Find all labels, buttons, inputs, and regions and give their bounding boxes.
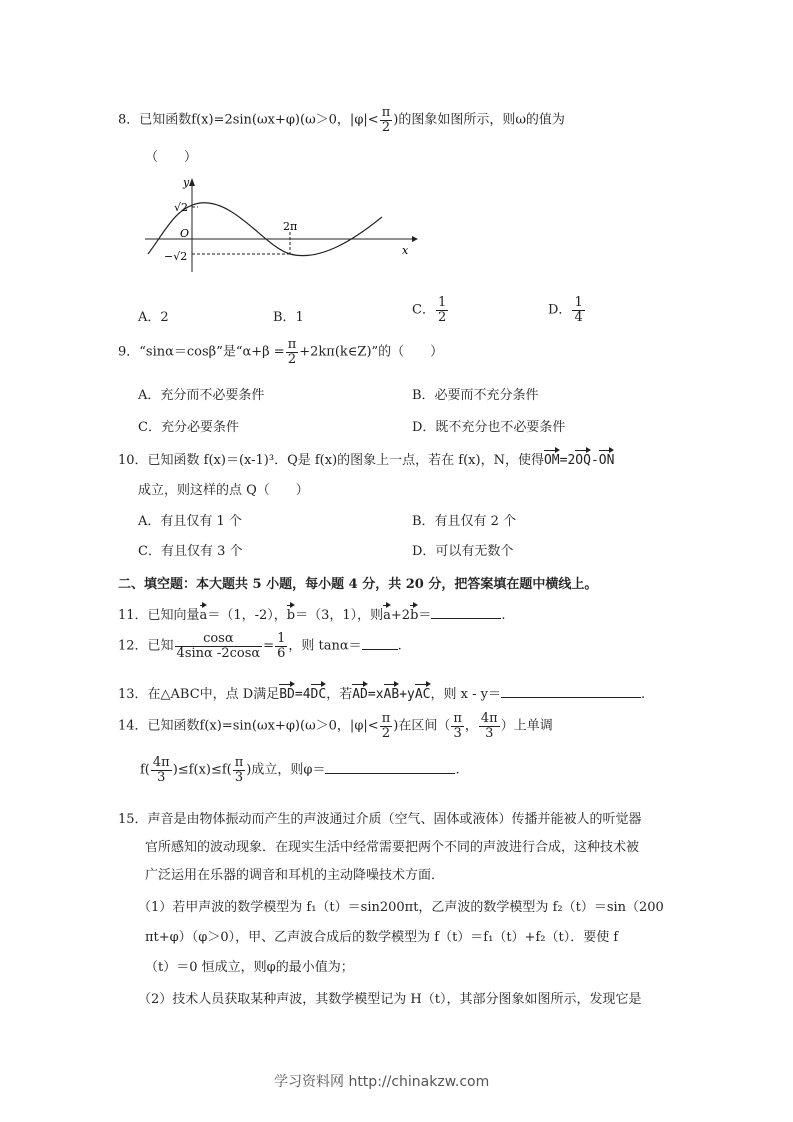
q15-line2: 官所感知的波动现象．在现实生活中经常需要把两个不同的声波进行合成，这种技术被 <box>145 840 640 855</box>
q12-answer-blank[interactable] <box>362 637 398 650</box>
q8-option-b[interactable]: B．1 <box>273 310 304 325</box>
q15-part1-line3: （t）＝0 恒成立，则φ的最小值为； <box>145 960 354 975</box>
q9-option-b[interactable]: B．必要而不充分条件 <box>412 388 539 403</box>
q15-part1-line1: （1）若甲声波的数学模型为 f₁（t）＝sin200πt，乙声波的数学模型为 f₂（t）＝sin（200 <box>138 900 664 915</box>
q10-option-d[interactable]: D．可以有无数个 <box>412 544 514 559</box>
q13-answer-blank[interactable] <box>501 685 641 698</box>
q11-answer-blank[interactable] <box>431 606 501 619</box>
q9-option-c[interactable]: C．充分必要条件 <box>138 420 239 435</box>
q11-stem: 11．已知向量a＝（1，-2），b＝（3，1），则a+2b＝ . <box>118 608 506 623</box>
q15-part2-line1: （2）技术人员获取某种声波，其数学模型记为 H（t），其部分图象如图所示，发现它是 <box>138 992 642 1007</box>
sine-graph <box>140 172 420 277</box>
q10-option-b[interactable]: B．有且仅有 2 个 <box>412 514 517 529</box>
origin-label: O <box>180 227 190 240</box>
q15-line3: 广泛运用在乐器的调音和耳机的主动降噪技术方面． <box>145 868 445 883</box>
two-pi-label: 2π <box>283 220 298 233</box>
pi-over-2-fraction: $\frac{\pi}{2}$ <box>381 105 391 135</box>
q13-stem: 13．在△ABC中，点 D满足BD=4DC，若AD=xAB+yAC，则 x - y＝ . <box>118 687 646 702</box>
footer-watermark: 学习资料网 http://chinakzw.com <box>274 1074 490 1090</box>
q14-line2: f( $\frac{4\pi}{3}$ )≤f(x)≤f( $\frac{\pi}{3}$ )成立，则φ＝ . <box>140 755 460 785</box>
q8-answer-paren: （ ） <box>145 150 198 165</box>
q10-stem: 10．已知函数 f(x)＝(x-1)³．Q是 f(x)的图象上一点，若在 f(x)，N，使得OM=2OQ-ON <box>118 453 615 468</box>
q14-answer-blank[interactable] <box>325 761 455 774</box>
q8-option-a[interactable]: A．2 <box>138 310 169 325</box>
section-heading-fill-blank: 二、填空题：本大题共 5 小题，每小题 4 分，共 20 分，把答案填在题中横线上。 <box>118 577 598 592</box>
q8-option-c[interactable]: C． $\frac{1}{2}$ <box>412 295 447 325</box>
q10-option-a[interactable]: A．有且仅有 1 个 <box>138 514 242 529</box>
q8-option-d[interactable]: D． $\frac{1}{4}$ <box>548 295 583 325</box>
q9-option-a[interactable]: A．充分而不必要条件 <box>138 388 265 403</box>
neg-sqrt2-label: −√2 <box>164 250 188 263</box>
q15-part1-line2: πt+φ）（φ＞0），甲、乙声波合成后的数学模型为 f（t）＝f₁（t）+f₂（t）．要使 f <box>145 930 619 945</box>
q10-line2: 成立，则这样的点 Q（ ） <box>138 483 309 498</box>
q15-line1: 15．声音是由物体振动而产生的声波通过介质（空气、固体或液体）传播并能被人的听觉器 <box>118 812 642 827</box>
q8-stem: 8．已知函数f(x)=2sin(ωx+φ)(ω＞0，|φ|< $\frac{\pi}{2}$ )的图象如图所示，则ω的值为 <box>118 105 565 135</box>
q9-stem: 9．“sinα＝cosβ”是“α+β = $\frac{\pi}{2}$ +2kπ(k∈Z)”的（ ） <box>118 337 444 367</box>
q10-option-c[interactable]: C．有且仅有 3 个 <box>138 544 243 559</box>
q9-option-d[interactable]: D．既不充分也不必要条件 <box>412 420 566 435</box>
x-axis-label: x <box>402 244 409 257</box>
sqrt2-label: √2 <box>174 201 189 214</box>
q12-stem: 12．已知 $\frac{\cos\alpha}{4\sin\alpha -2\cos\alpha}$ = $\frac{1}{6}$ ，则 tanα＝ . <box>118 631 402 661</box>
q14-stem: 14．已知函数f(x)=sin(ωx+φ)(ω＞0，|φ|< $\frac{\pi}{2}$ )在区间（ $\frac{\pi}{3}$ ， $\frac{4\pi}{3}$ ）上单调 <box>118 711 553 741</box>
y-axis-label: y <box>183 176 190 189</box>
